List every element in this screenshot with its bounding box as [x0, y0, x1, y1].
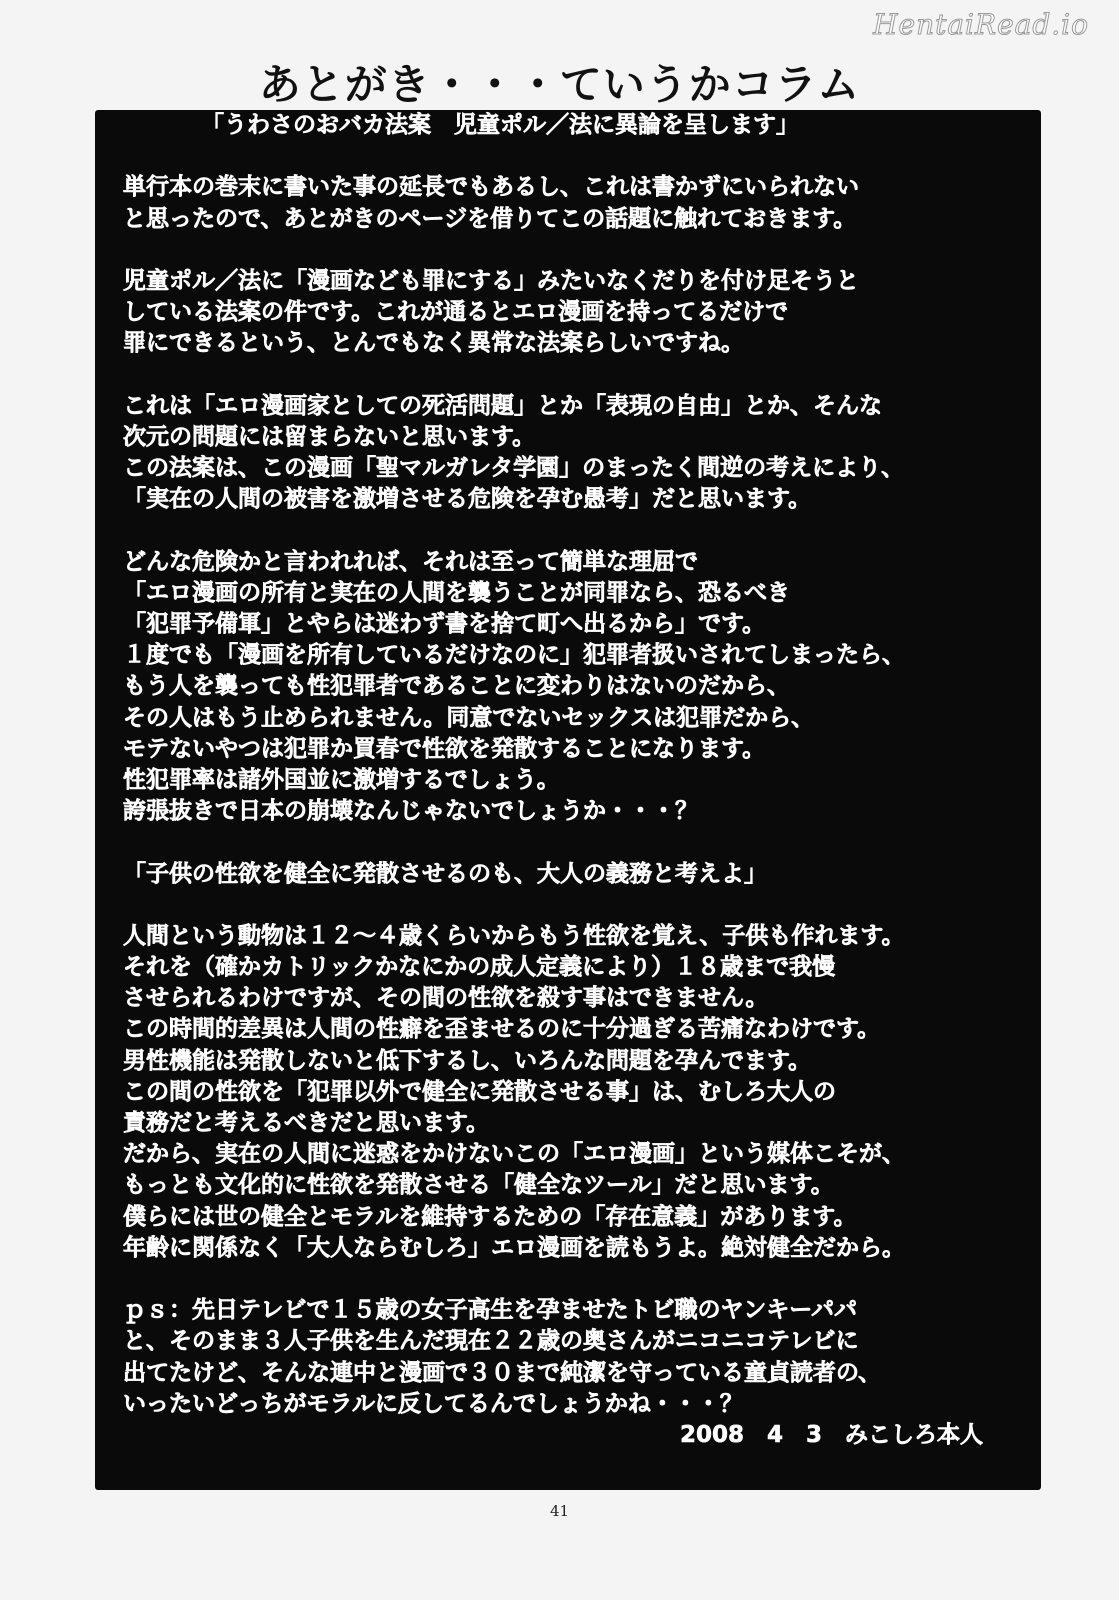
paragraph-4-line: どんな危険かと言われれば、それは至って簡単な理屈で — [123, 548, 698, 575]
paragraph-5-line: この時間的差異は人間の性癖を歪ませるのに十分過ぎる苦痛なわけです。 — [123, 1016, 881, 1043]
paragraph-3-line: 次元の問題には留まらないと思います。 — [123, 423, 536, 450]
paragraph-3-line: 「実在の人間の被害を激増させる危険を孕む愚考」だと思います。 — [123, 486, 812, 513]
paragraph-5-line: させられるわけですが、その間の性欲を殺す事はできません。 — [123, 985, 769, 1012]
paragraph-2-line: 児童ポル／法に「漫画なども罪にする」みたいなくだりを付け足そうと — [123, 267, 859, 294]
paragraph-2-line: 罪にできるという、とんでもなく異常な法案らしいですね。 — [123, 330, 744, 357]
heading-2: 「子供の性欲を健全に発散させるのも、大人の義務と考えよ」 — [123, 860, 767, 887]
heading-1: 「うわさのおバカ法案 児童ポル／法に異論を呈します」 — [201, 112, 799, 138]
signature-date: 2008 4 3 みこしろ本人 — [679, 1421, 983, 1448]
column-body — [123, 110, 1043, 1451]
paragraph-5-line: 男性機能は発散しないと低下するし、いろんな問題を孕んでます。 — [123, 1047, 812, 1074]
paragraph-4-line: もう人を襲っても性犯罪者であることに変わりはないのだから、 — [123, 673, 790, 700]
paragraph-5-line: 責務だと考えるべきだと思います。 — [123, 1110, 490, 1136]
paragraph-4-line: 「エロ漫画の所有と実在の人間を襲うことが同罪なら、恐るべき — [123, 579, 790, 606]
ps-line: いったいどっちがモラルに反してるんでしょうかね・・・？ — [123, 1390, 743, 1417]
paragraph-4-line: モテないやつは犯罪か買春で性欲を発散することになります。 — [123, 735, 766, 762]
watermark-logo: HentaiRead.io — [873, 8, 1089, 41]
paragraph-5-line: だから、実在の人間に迷惑をかけないこの「エロ漫画」という媒体こそが、 — [123, 1141, 905, 1168]
paragraph-5-line: もっとも文化的に性欲を発散させる「健全なツール」だと思います。 — [123, 1172, 834, 1199]
ps-line: と、そのまま３人子供を生んだ現在２２歳の奥さんがニコニコテレビに — [123, 1328, 859, 1355]
paragraph-4-line: 誇張抜きで日本の崩壊なんじゃないでしょうか・・・？ — [123, 798, 698, 825]
page-number: 41 — [549, 1502, 570, 1520]
paragraph-2-line: している法案の件です。これが通るとエロ漫画を持ってるだけで — [123, 299, 789, 326]
paragraph-gap — [123, 235, 1043, 266]
paragraph-gap — [123, 827, 1043, 858]
paragraph-1-line: と思ったので、あとがきのページを借りてこの話題に触れておきます。 — [123, 205, 857, 232]
paragraph-5-line: それを（確かカトリックかなにかの成人定義により）１８歳まで我慢 — [123, 954, 836, 981]
paragraph-gap — [123, 141, 1043, 172]
paragraph-gap — [123, 515, 1043, 546]
page-title: あとがき・・・ていうかコラム — [258, 60, 861, 109]
paragraph-3-line: この法案は、この漫画「聖マルガレタ学園」のまったく間逆の考えにより、 — [123, 455, 905, 482]
ps-line: ｐｓ：先日テレビで１５歳の女子高生を孕ませたトビ職のヤンキーパパ — [123, 1297, 858, 1324]
paragraph-4-line: その人はもう止められません。同意でないセックスは犯罪だから、 — [123, 704, 815, 731]
paragraph-1-line: 単行本の巻末に書いた事の延長でもあるし、これは書かずにいられない — [123, 174, 859, 201]
paragraph-5-line: 人間という動物は１２～４歳くらいからもう性欲を覚え、子供も作れます。 — [123, 922, 905, 949]
paragraph-3-line: これは「エロ漫画家としての死活問題」とか「表現の自由」とか、そんな — [123, 392, 882, 419]
paragraph-4-line: 性犯罪率は諸外国並に激増するでしょう。 — [123, 766, 560, 793]
ps-line: 出てたけど、そんな連中と漫画で３０まで純潔を守っている童貞読者の、 — [123, 1359, 882, 1386]
paragraph-4-line: 「犯罪予備軍」とやらは迷わず書を捨て町へ出るから」です。 — [123, 611, 766, 637]
paragraph-5-line: 年齢に関係なく「大人ならむしろ」エロ漫画を読もうよ。絶対健全だから。 — [123, 1234, 905, 1261]
paragraph-gap — [123, 360, 1043, 391]
paragraph-gap — [123, 890, 1043, 921]
paragraph-5-line: この間の性欲を「犯罪以外で健全に発散させる事」は、むしろ大人の — [123, 1078, 836, 1105]
paragraph-4-line: １度でも「漫画を所有しているだけなのに」犯罪者扱いされてしまったら、 — [123, 642, 905, 669]
paragraph-5-line: 僕らには世の健全とモラルを維持するための「存在意義」があります。 — [123, 1203, 857, 1230]
paragraph-gap — [123, 1264, 1043, 1295]
